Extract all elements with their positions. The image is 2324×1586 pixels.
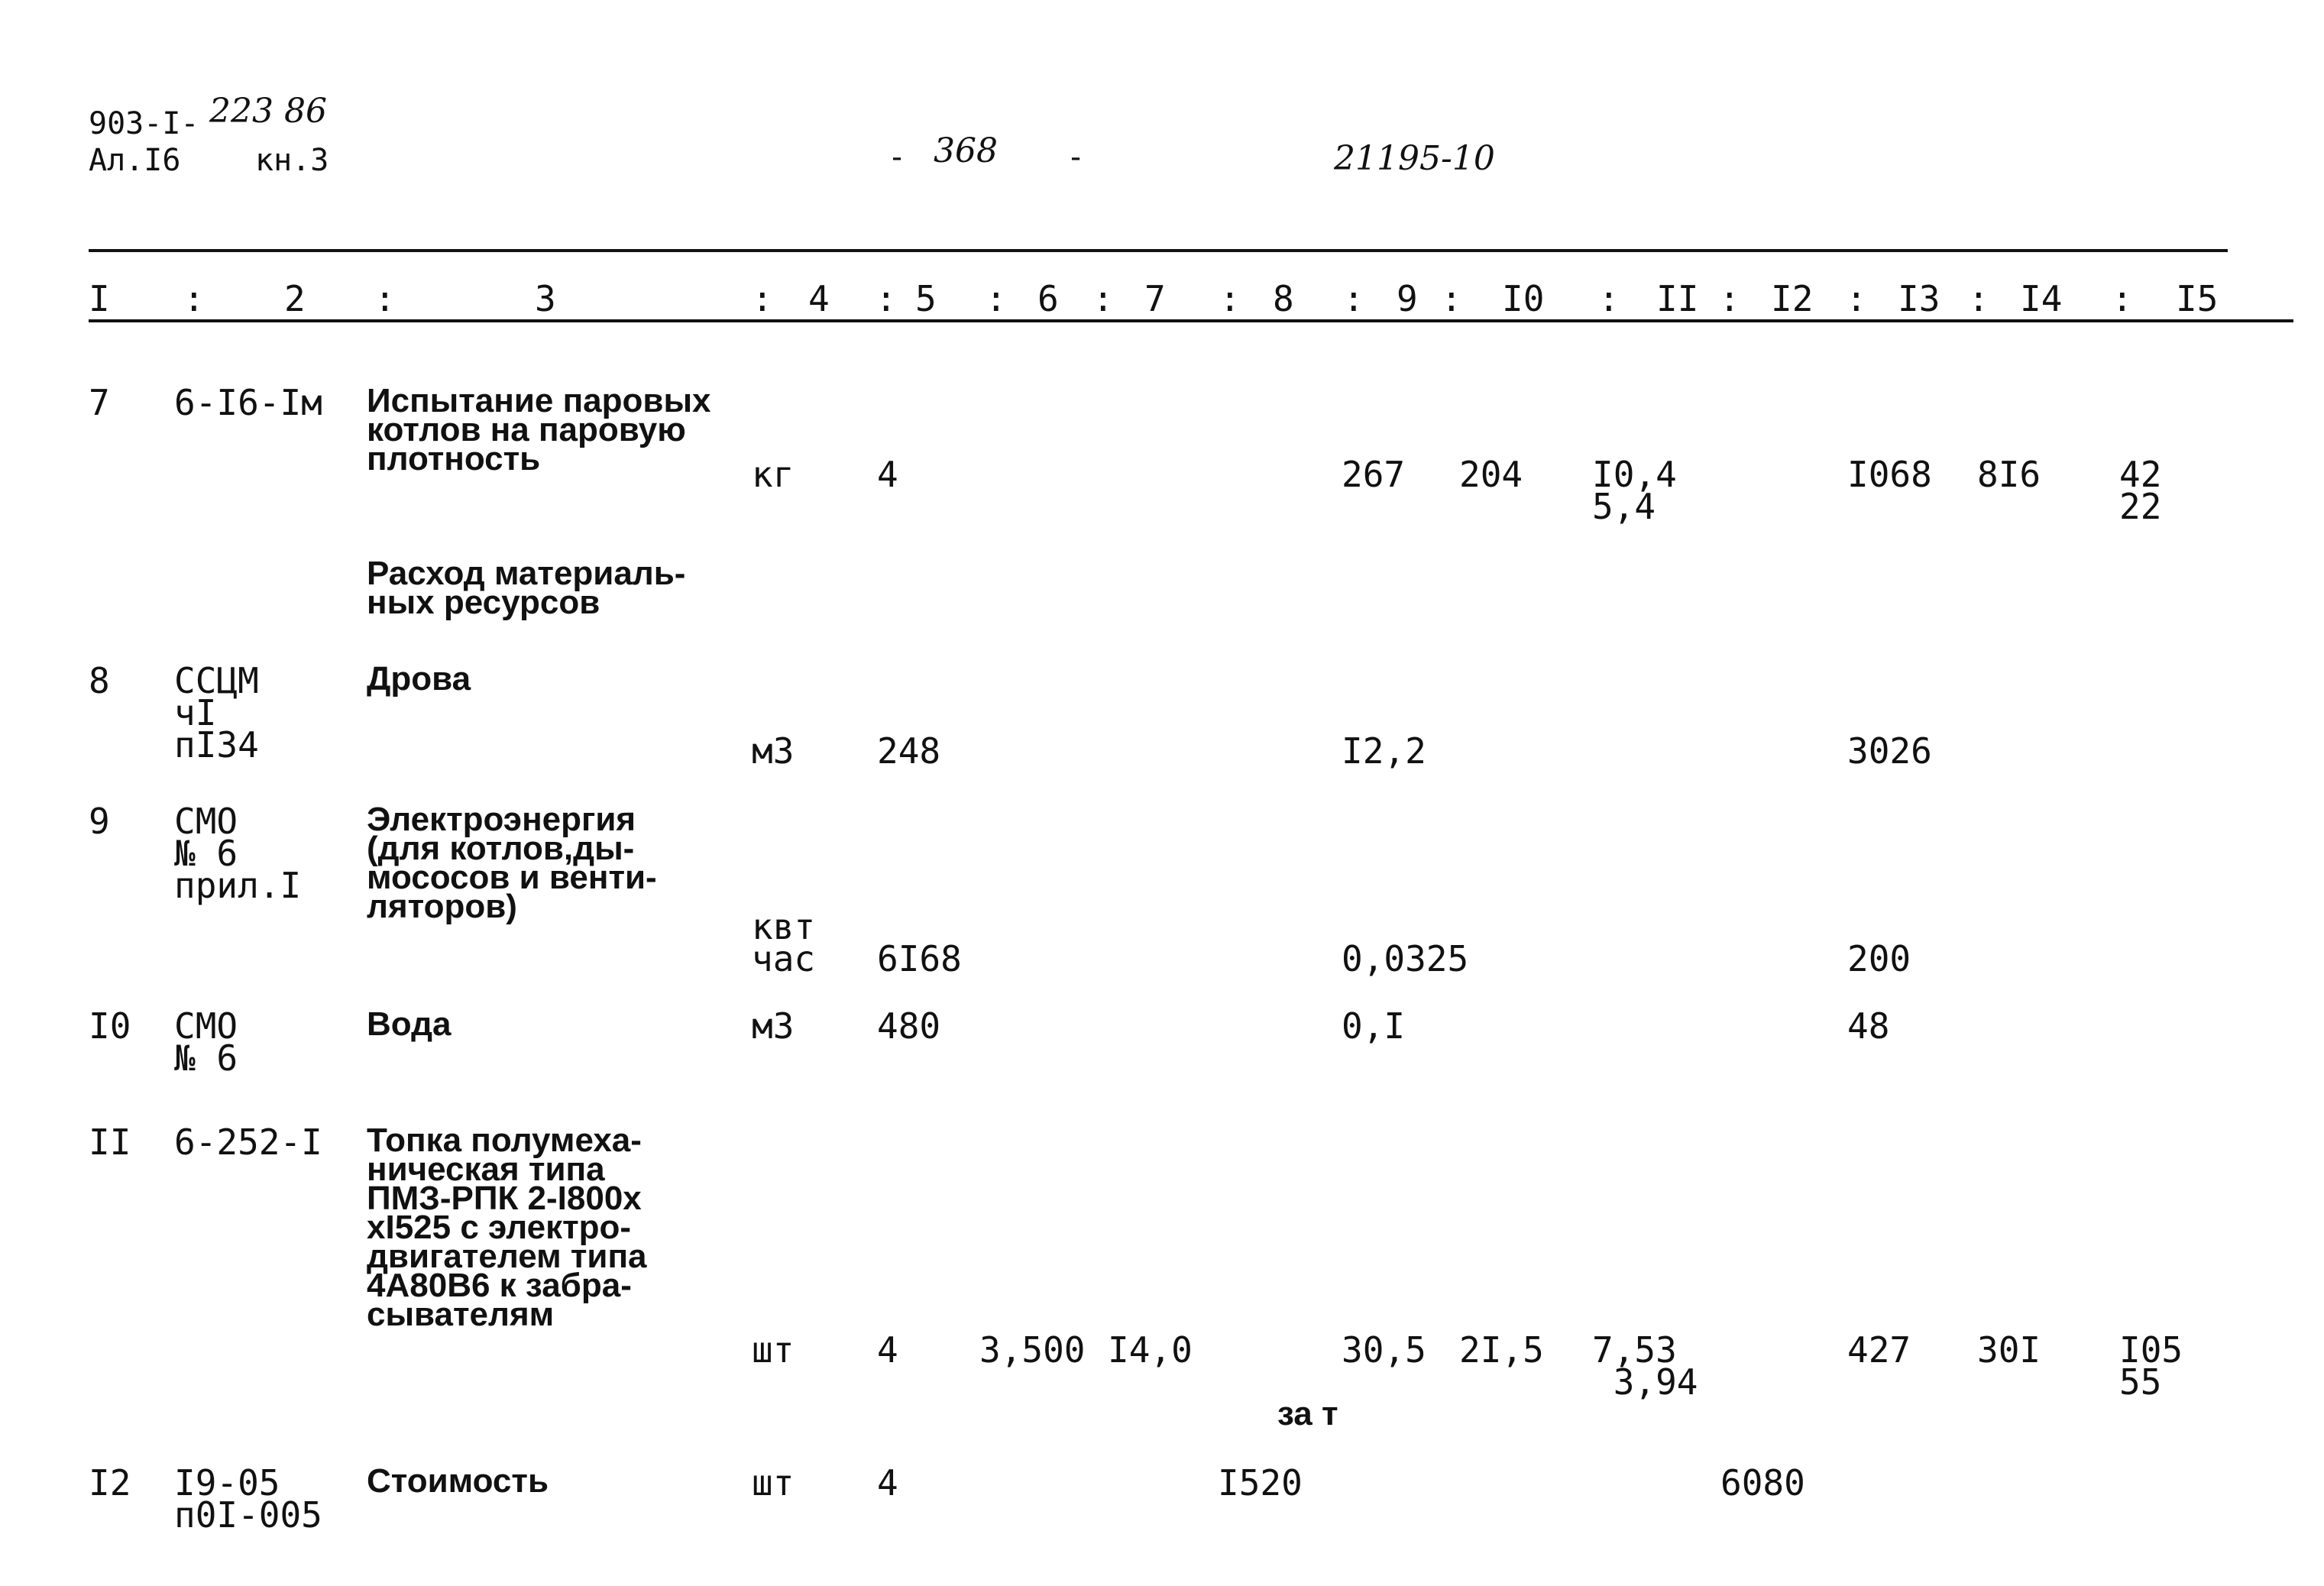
cell-c9: 0,0325: [1342, 938, 1469, 979]
cell-c11: I0,4 5,4: [1592, 454, 1677, 527]
page-dash-right: -: [1067, 140, 1086, 175]
book-number: кн.3: [255, 143, 329, 178]
cell-unit: кг: [752, 454, 795, 495]
norm-code: СМО № 6: [174, 1005, 238, 1079]
row-number: I2: [89, 1462, 131, 1503]
cell-c13: I068: [1847, 454, 1932, 495]
column-separator: :: [1092, 278, 1114, 319]
cell-c14: 8I6: [1977, 454, 2041, 495]
cell-c13: 3026: [1847, 730, 1932, 772]
column-header: I3: [1898, 278, 1940, 319]
row-number: 8: [89, 660, 110, 701]
norm-code: 6-252-I: [174, 1122, 322, 1163]
row-number: 9: [89, 801, 110, 842]
cell-c9: I2,2: [1342, 730, 1426, 772]
column-header: I5: [2176, 278, 2219, 319]
work-name: Расход материаль- ных ресурсов: [367, 555, 686, 621]
cell-qty: 4: [877, 454, 898, 495]
column-separator: :: [374, 278, 396, 319]
cell-unit: м3: [752, 1005, 795, 1047]
cell-c11: 7,53 3,94: [1592, 1329, 1698, 1403]
column-separator: :: [752, 278, 773, 319]
album-number: Ал.I6: [89, 143, 181, 178]
header-underline: [89, 319, 2293, 322]
cell-qty: 248: [877, 730, 941, 772]
cell-c13: 427: [1847, 1329, 1911, 1371]
norm-code: I9-05 п0I-005: [174, 1462, 322, 1536]
column-separator: :: [876, 278, 897, 319]
work-name: Электроэнергия (для котлов,ды- мососов и венти- ляторов): [367, 801, 657, 925]
column-separator: :: [1343, 278, 1364, 319]
column-separator: :: [1719, 278, 1740, 319]
cell-c9: 30,5: [1342, 1329, 1426, 1371]
column-header: 2: [284, 278, 306, 319]
cell-c8: I520: [1218, 1462, 1303, 1503]
cell-qty: 4: [877, 1462, 898, 1503]
work-name: Стоимость: [367, 1462, 549, 1500]
cell-qty: 6I68: [877, 938, 962, 979]
cell-unit: шт: [752, 1462, 795, 1503]
column-separator: :: [986, 278, 1007, 319]
column-header: 3: [535, 278, 556, 319]
sheet-code: 21195-10: [1334, 139, 1495, 178]
column-header: I2: [1771, 278, 1814, 319]
norm-code: 6-I6-Iм: [174, 382, 322, 423]
column-separator: :: [2112, 278, 2133, 319]
cell-c6: 3,500: [979, 1329, 1086, 1371]
column-header: I: [89, 278, 110, 319]
cell-unit: м3: [752, 730, 795, 772]
document-code-handwritten: 223 86: [209, 92, 327, 131]
cell-c10: 204: [1459, 454, 1523, 495]
row-number: I0: [89, 1005, 131, 1047]
norm-code: ССЦМ чI пI34: [174, 660, 259, 765]
cell-c12: 6080: [1720, 1462, 1805, 1503]
work-name: Вода: [367, 1005, 452, 1043]
work-name: Топка полумеха- ническая типа ПМЗ-РПК 2-I800х хI525 с электро- двигателем типа 4А80В6 к забра- сывателям: [367, 1122, 647, 1333]
column-separator: :: [183, 278, 205, 319]
work-name: Дрова: [367, 660, 471, 698]
column-header: I4: [2020, 278, 2063, 319]
row-note: за т: [1277, 1395, 1338, 1432]
document-code: 903-I-: [89, 106, 199, 141]
column-header: 7: [1144, 278, 1166, 319]
cell-c14: 30I: [1977, 1329, 2041, 1371]
cell-c15: 42 22: [2119, 454, 2162, 527]
cell-c10: 2I,5: [1459, 1329, 1544, 1371]
column-header: 8: [1273, 278, 1294, 319]
column-header: I0: [1502, 278, 1545, 319]
column-separator: :: [1441, 278, 1462, 319]
column-separator: :: [1968, 278, 1989, 319]
cell-c13: 200: [1847, 938, 1911, 979]
work-name: Испытание паровых котлов на паровую плотность: [367, 382, 711, 477]
row-number: 7: [89, 382, 110, 423]
norm-code: СМО № 6 прил.I: [174, 801, 302, 906]
cell-c9: 0,I: [1342, 1005, 1406, 1047]
cell-c9: 267: [1342, 454, 1406, 495]
column-header: 9: [1397, 278, 1418, 319]
column-separator: :: [1598, 278, 1620, 319]
cell-qty: 4: [877, 1329, 898, 1371]
cell-unit: шт: [752, 1329, 795, 1371]
page-number: 368: [934, 131, 998, 170]
column-header: II: [1656, 278, 1699, 319]
column-header: 5: [915, 278, 937, 319]
cell-c13: 48: [1847, 1005, 1890, 1047]
cell-unit: квт час: [752, 906, 816, 979]
column-separator: :: [1219, 278, 1241, 319]
column-header: 6: [1037, 278, 1059, 319]
cell-qty: 480: [877, 1005, 941, 1047]
column-separator: :: [1846, 278, 1867, 319]
top-rule: [89, 249, 2228, 252]
column-header: 4: [808, 278, 830, 319]
cell-c15: I05 55: [2119, 1329, 2183, 1403]
row-number: II: [89, 1122, 131, 1163]
page-dash-left: -: [888, 140, 907, 175]
cell-c7: I4,0: [1108, 1329, 1193, 1371]
